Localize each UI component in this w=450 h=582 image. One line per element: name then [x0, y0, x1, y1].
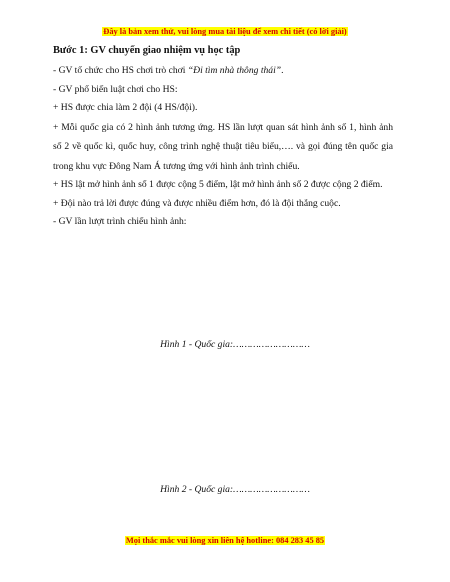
- game-intro-suffix: .: [281, 65, 284, 76]
- paragraph-teams: + HS được chia làm 2 đội (4 HS/đội).: [53, 102, 198, 113]
- paragraph-winner: + Đội nào trả lời được đúng và được nhiều điểm hơn, đó là đội thắng cuộc.: [53, 197, 341, 209]
- game-title: “Đi tìm nhà thông thái”: [187, 65, 282, 76]
- paragraph-rules-intro: - GV phổ biến luật chơi cho HS:: [53, 83, 178, 95]
- game-intro-prefix: - GV tổ chức cho HS chơi trò chơi: [53, 65, 188, 76]
- paragraph-presentation: - GV lần lượt trình chiếu hình ảnh:: [53, 216, 187, 227]
- bottom-hotline-banner: [0, 536, 450, 546]
- paragraph-game-intro: [53, 62, 393, 81]
- paragraph-scoring: + HS lật mở hình ảnh số 1 được cộng 5 điểm, lật mở hình ảnh số 2 được cộng 2 điểm.: [53, 179, 383, 190]
- image-caption-2: Hình 2 - Quốc gia:………………………: [160, 484, 310, 495]
- top-preview-banner: [0, 27, 450, 37]
- image-caption-1: Hình 1 - Quốc gia:………………………: [160, 339, 310, 350]
- document-body: [53, 44, 393, 232]
- step-heading: Bước 1: GV chuyển giao nhiệm vụ học tập: [53, 45, 241, 56]
- top-banner-text: Đây là bản xem thử, vui lòng mua tài liệu để xem chi tiết (có lời giải): [103, 27, 347, 36]
- bottom-banner-text: Mọi thắc mắc vui lòng xin liên hệ hotline: 084 283 45 85: [125, 536, 325, 545]
- paragraph-images-rule: + Mỗi quốc gia có 2 hình ảnh tương ứng. HS lần lượt quan sát hình ảnh số 1, hình ảnh số 2 về quốc kì, quốc huy, công trình nghệ thuật tiêu biểu,…. và gọi đúng tên quốc gia trong khu vực Đông Nam Á tương ứng với hình ảnh trình chiếu.: [53, 121, 393, 172]
